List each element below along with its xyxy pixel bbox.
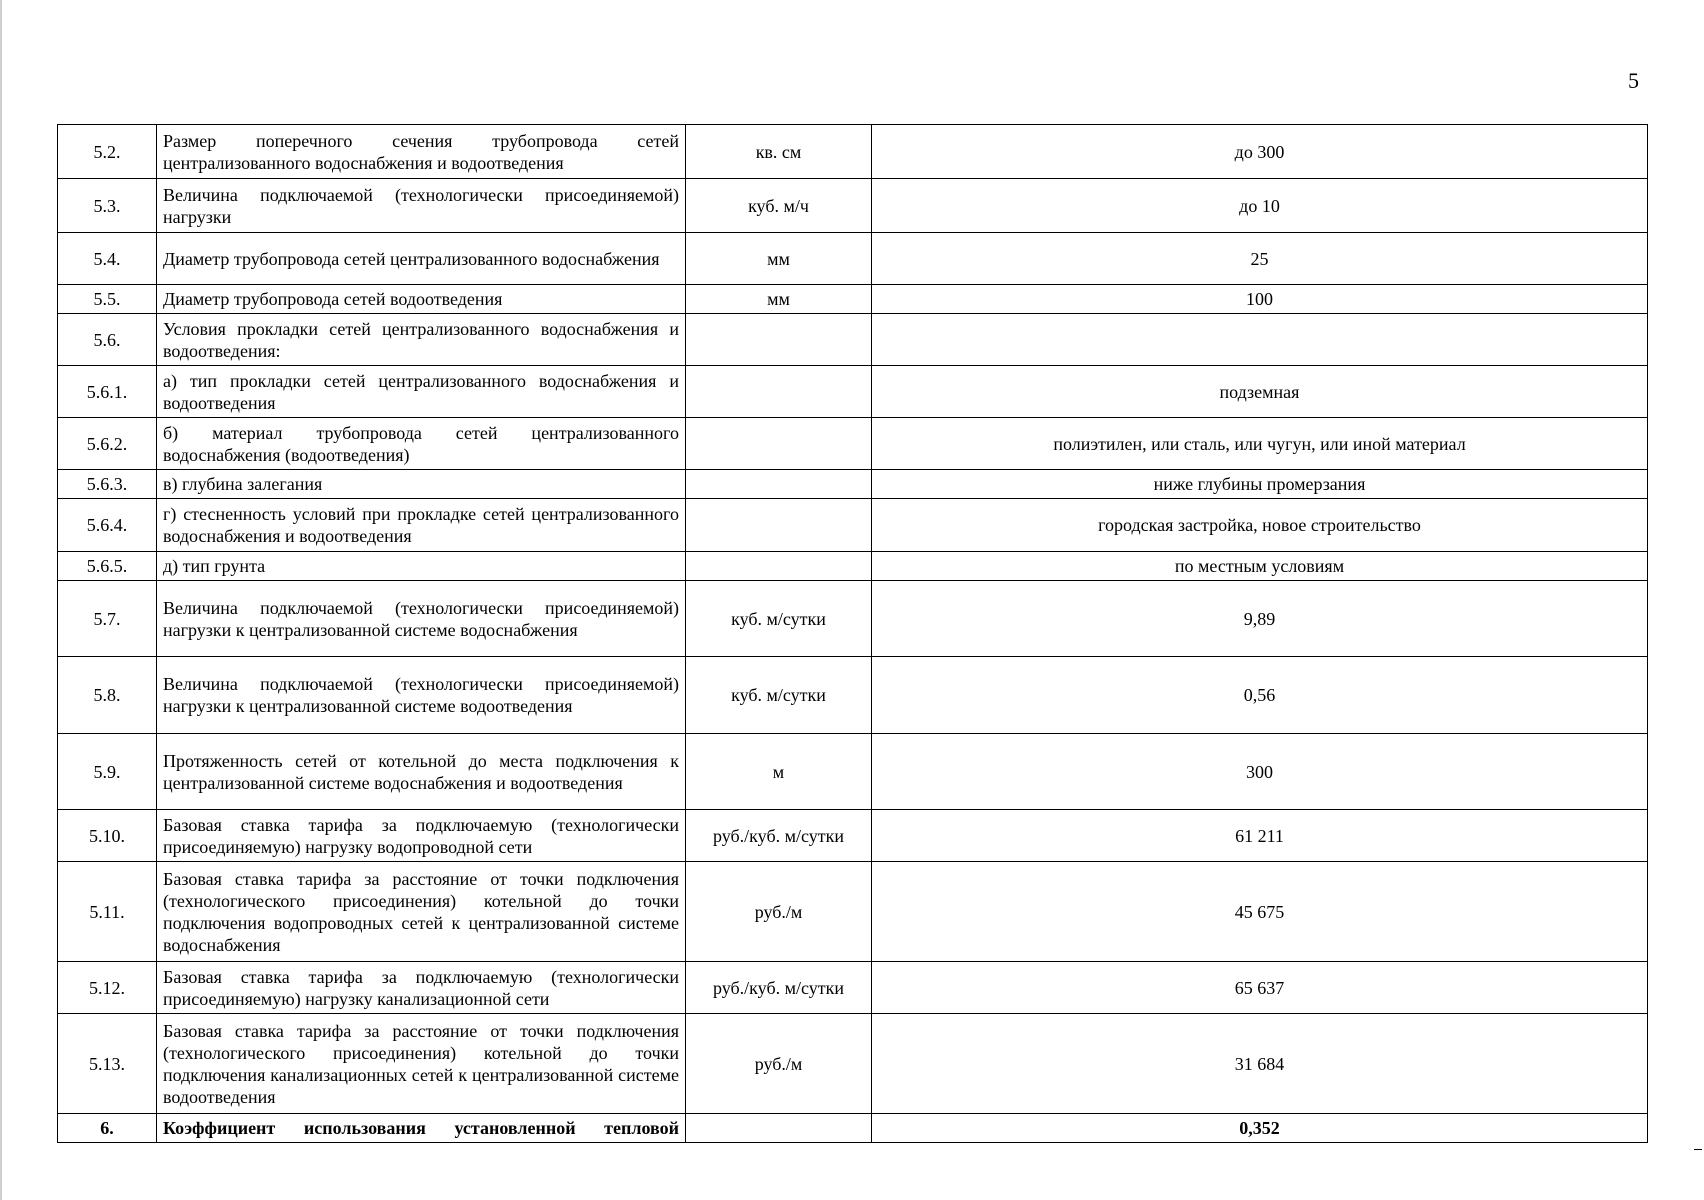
row-description-cell: б) материал трубопровода сетей централизованного водоснабжения (водоотведения) [157, 418, 686, 470]
row-value-cell: 61 211 [872, 810, 1648, 862]
table-row [58, 1014, 1648, 1114]
row-unit-cell: м [686, 734, 872, 810]
row-value-cell: 100 [872, 285, 1648, 314]
table-row [58, 125, 1648, 179]
row-number-cell: 5.9. [58, 734, 157, 810]
row-value-cell: полиэтилен, или сталь, или чугун, или иной материал [872, 418, 1648, 470]
row-unit-cell [686, 552, 872, 581]
row-unit-cell [686, 499, 872, 552]
row-unit-cell: руб./м [686, 862, 872, 962]
row-number-cell: 5.8. [58, 657, 157, 734]
table-row [58, 179, 1648, 233]
row-unit-cell [686, 1114, 872, 1143]
row-number-cell: 5.3. [58, 179, 157, 233]
table-row [58, 285, 1648, 314]
table-row [58, 810, 1648, 862]
row-description-cell: Базовая ставка тарифа за расстояние от точки подключения (технологического присоединения) котельной до точки подключения водопроводных сетей к централизованной системе водоснабжения [157, 862, 686, 962]
table-row [58, 1114, 1648, 1143]
row-unit-cell [686, 366, 872, 418]
row-number-cell: 5.10. [58, 810, 157, 862]
row-description-cell: Коэффициент использования установленной тепловой [157, 1114, 686, 1143]
row-description-cell: г) стесненность условий при прокладке сетей централизованного водоснабжения и водоотведения [157, 499, 686, 552]
row-number-cell: 5.4. [58, 233, 157, 285]
row-description-cell: Величина подключаемой (технологически присоединяемой) нагрузки к централизованной системе водоснабжения [157, 581, 686, 657]
row-number-cell: 5.7. [58, 581, 157, 657]
row-number-cell: 5.11. [58, 862, 157, 962]
row-value-cell: 0,352 [872, 1114, 1648, 1143]
table-row [58, 233, 1648, 285]
row-value-cell [872, 314, 1648, 366]
row-description-cell: Протяженность сетей от котельной до места подключения к централизованной системе водоснабжения и водоотведения [157, 734, 686, 810]
row-number-cell: 5.12. [58, 962, 157, 1014]
table-row [58, 366, 1648, 418]
tariff-parameters-table [57, 124, 1648, 1143]
row-value-cell: 31 684 [872, 1014, 1648, 1114]
row-description-cell: в) глубина залегания [157, 470, 686, 499]
row-unit-cell: куб. м/ч [686, 179, 872, 233]
row-number-cell: 5.6.1. [58, 366, 157, 418]
row-description-cell: Величина подключаемой (технологически присоединяемой) нагрузки к централизованной системе водоотведения [157, 657, 686, 734]
row-unit-cell: руб./куб. м/сутки [686, 962, 872, 1014]
row-unit-cell: кв. см [686, 125, 872, 179]
row-number-cell: 5.6.2. [58, 418, 157, 470]
row-description-cell: Диаметр трубопровода сетей водоотведения [157, 285, 686, 314]
table-row [58, 552, 1648, 581]
row-value-cell: до 10 [872, 179, 1648, 233]
row-value-cell: 25 [872, 233, 1648, 285]
table-row [58, 314, 1648, 366]
row-description-cell: Величина подключаемой (технологически присоединяемой) нагрузки [157, 179, 686, 233]
table-row [58, 862, 1648, 962]
row-number-cell: 5.6.3. [58, 470, 157, 499]
row-unit-cell [686, 470, 872, 499]
row-unit-cell: мм [686, 233, 872, 285]
row-number-cell: 5.6.4. [58, 499, 157, 552]
row-unit-cell: руб./куб. м/сутки [686, 810, 872, 862]
row-unit-cell: куб. м/сутки [686, 657, 872, 734]
scan-edge [0, 0, 2, 1200]
table-row [58, 962, 1648, 1014]
row-unit-cell: руб./м [686, 1014, 872, 1114]
row-number-cell: 6. [58, 1114, 157, 1143]
row-description-cell: Размер поперечного сечения трубопровода сетей централизованного водоснабжения и водоотведения [157, 125, 686, 179]
row-value-cell: 45 675 [872, 862, 1648, 962]
row-number-cell: 5.6.5. [58, 552, 157, 581]
row-number-cell: 5.13. [58, 1014, 157, 1114]
row-value-cell: 9,89 [872, 581, 1648, 657]
edge-mark [1694, 1149, 1702, 1150]
row-description-cell: Базовая ставка тарифа за расстояние от точки подключения (технологического присоединения) котельной до точки подключения канализационных сетей к централизованной системе водоотведения [157, 1014, 686, 1114]
row-number-cell: 5.2. [58, 125, 157, 179]
table-row [58, 734, 1648, 810]
row-description-cell: Условия прокладки сетей централизованного водоснабжения и водоотведения: [157, 314, 686, 366]
row-description-cell: Диаметр трубопровода сетей централизованного водоснабжения [157, 233, 686, 285]
row-unit-cell [686, 314, 872, 366]
row-unit-cell: куб. м/сутки [686, 581, 872, 657]
row-number-cell: 5.5. [58, 285, 157, 314]
table-row [58, 470, 1648, 499]
row-value-cell: городская застройка, новое строительство [872, 499, 1648, 552]
row-unit-cell: мм [686, 285, 872, 314]
table-row [58, 499, 1648, 552]
row-value-cell: до 300 [872, 125, 1648, 179]
page-number: 5 [1628, 68, 1639, 93]
table-row [58, 418, 1648, 470]
row-description-cell: а) тип прокладки сетей централизованного водоснабжения и водоотведения [157, 366, 686, 418]
row-description-cell: Базовая ставка тарифа за подключаемую (технологически присоединяемую) нагрузку канализационной сети [157, 962, 686, 1014]
row-description-cell: д) тип грунта [157, 552, 686, 581]
row-value-cell: 65 637 [872, 962, 1648, 1014]
row-number-cell: 5.6. [58, 314, 157, 366]
row-value-cell: подземная [872, 366, 1648, 418]
row-value-cell: по местным условиям [872, 552, 1648, 581]
table-body [58, 125, 1648, 1143]
table-row [58, 657, 1648, 734]
row-value-cell: ниже глубины промерзания [872, 470, 1648, 499]
row-value-cell: 300 [872, 734, 1648, 810]
row-value-cell: 0,56 [872, 657, 1648, 734]
row-description-cell: Базовая ставка тарифа за подключаемую (технологически присоединяемую) нагрузку водопроводной сети [157, 810, 686, 862]
table-row [58, 581, 1648, 657]
row-unit-cell [686, 418, 872, 470]
